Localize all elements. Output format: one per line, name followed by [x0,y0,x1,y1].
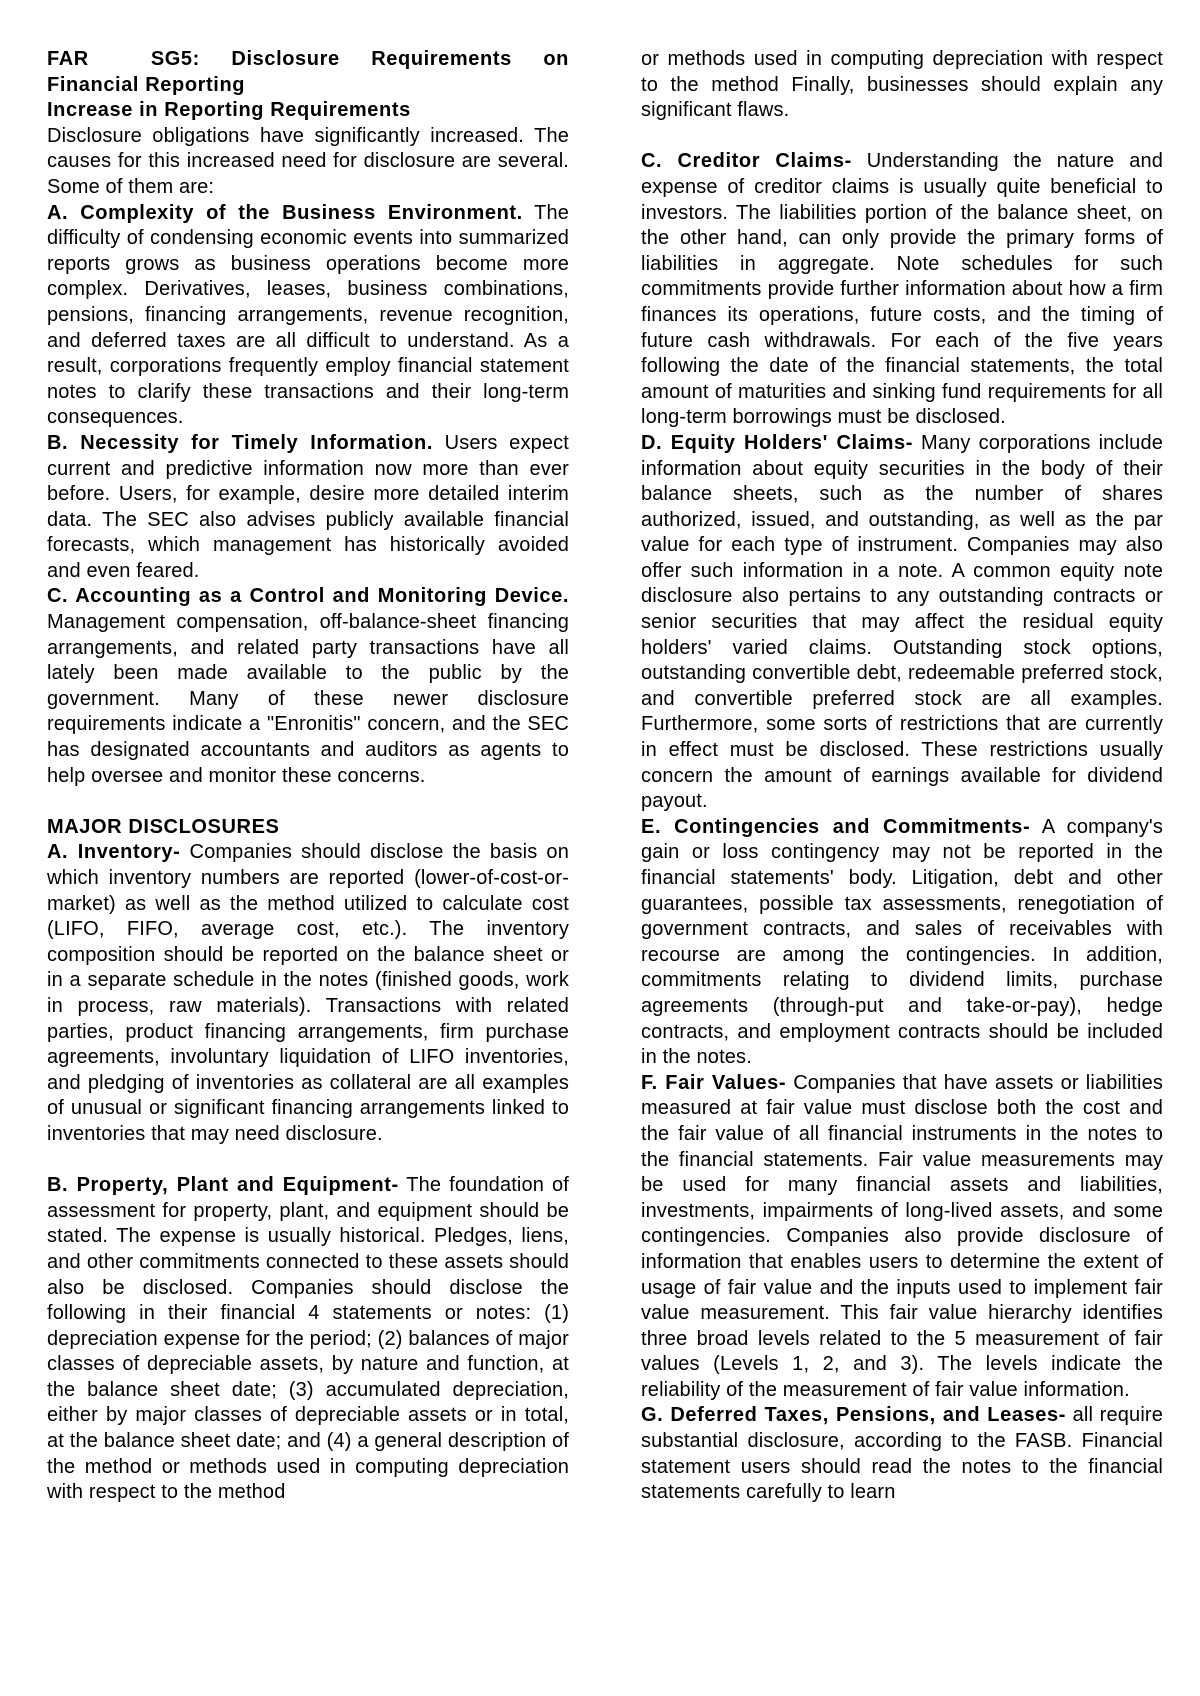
major-g-label: G. Deferred Taxes, Pensions, and Leases- [641,1404,1066,1427]
major-g-text: all require substantial disclosure, according to the FASB. Financial statement users should read the notes to the financial statements carefully to learn [641,1404,1163,1504]
cause-a-text: The difficulty of condensing economic events into summarized reports grows as business operations become more complex. Derivatives, leases, business combinations, pensions, financing arrangements, revenue recognition, and deferred taxes are all difficult to understand. As a result, corporations frequently employ financial statement notes to clarify these transactions and their long-term consequences. [47,201,569,429]
cause-b-label: B. Necessity for Timely Information. [47,431,433,454]
title-code: FAR [47,48,89,70]
spacer [641,124,1163,150]
section-heading-increase: Increase in Reporting Requirements [47,99,411,122]
spacer [47,789,569,815]
cause-c-label: C. Accounting as a Control and Monitoring Device. [47,585,569,608]
major-a-label: A. Inventory- [47,841,181,864]
left-column [47,47,569,1506]
major-f-paragraph [641,1071,1163,1404]
spacer [47,1148,569,1174]
major-e-paragraph [641,815,1163,1071]
major-d-label: D. Equity Holders' Claims- [641,431,913,454]
cause-a-label: A. Complexity of the Business Environment. [47,201,523,224]
major-e-label: E. Contingencies and Commitments- [641,815,1031,838]
cause-b-paragraph [47,431,569,585]
major-b-label: B. Property, Plant and Equipment- [47,1174,399,1197]
major-b-text: The foundation of assessment for property, plant, and equipment should be stated. The expense is usually historical. Pledges, liens, and other commitments connected to these assets should also be disclosed. Companies should disclose the following in their financial 4 statements or notes: (1) depreciation expense for the period; (2) balances of major classes of depreciable assets, by nature and function, at the balance sheet date; (3) accumulated depreciation, either by major classes of depreciable assets or in total, at the balance sheet date; and (4) a general description of the method or methods used in computing depreciation with respect to the method [47,1174,569,1504]
major-g-paragraph [641,1403,1163,1505]
major-c-label: C. Creditor Claims- [641,150,852,173]
major-b-continued: or methods used in computing depreciation with respect to the method Finally, businesses should explain any significant flaws. [641,48,1163,122]
major-c-text: Understanding the nature and expense of creditor claims is usually quite beneficial to investors. The liabilities portion of the balance sheet, on the other hand, can only provide the primary forms of liabilities in aggregate. Note schedules for such commitments provide further information about how a firm finances its operations, future costs, and the timing of future cash withdrawals. For each of the five years following the date of the financial statements, the total amount of maturities and sinking fund requirements for all long-term borrowings must be disclosed. [641,150,1164,429]
title-rest: SG5: Disclosure Requirements on Financial Reporting [47,48,569,96]
major-e-text: A company's gain or loss contingency may not be reported in the financial statements' body. Litigation, debt and other guarantees, possible tax assessments, renegotiation of government contracts, and sales of receivables with recourse are among the contingencies. In addition, commitments relating to dividend limits, purchase agreements (through-put and take-or-pay), hedge contracts, and employment contracts should be included in the notes. [641,815,1163,1069]
major-d-paragraph [641,431,1163,815]
major-f-label: F. Fair Values- [641,1071,787,1094]
document-title [47,47,569,98]
major-c-paragraph [641,149,1163,431]
right-column [641,47,1163,1506]
cause-c-paragraph [47,584,569,789]
section-heading-major: MAJOR DISCLOSURES [47,815,280,838]
major-a-text: Companies should disclose the basis on which inventory numbers are reported (lower-of-cost-or-market) as well as the method utilized to calculate cost (LIFO, FIFO, average cost, etc.). The inventory composition should be reported on the balance sheet or in a separate schedule in the notes (finished goods, work in process, raw materials). Transactions with related parties, product financing arrangements, firm purchase agreements, involuntary liquidation of LIFO inventories, and pledging of inventories as collateral are all examples of unusual or significant financing arrangements linked to inventories that may need disclosure. [47,841,569,1145]
cause-c-text: Management compensation, off-balance-sheet financing arrangements, and related party transactions have all lately been made available to the public by the government. Many of these newer disclosure requirements indicate a "Enronitis" concern, and the SEC has designated accountants and auditors as agents to help oversee and monitor these concerns. [47,611,569,787]
major-f-text: Companies that have assets or liabilities measured at fair value must disclose both the cost and the fair value of all financial instruments in the notes to the financial statements. Fair value measurements may be used for many financial assets and liabilities, investments, impairments of long-lived assets, and some contingencies. Companies also provide disclosure of information that enables users to determine the extent of usage of fair value and the inputs used to implement fair value measurement. This fair value hierarchy identifies three broad levels related to the 5 measurement of fair values (Levels 1, 2, and 3). The levels indicate the reliability of the measurement of fair value information. [641,1071,1164,1401]
cause-a-paragraph [47,201,569,431]
section-intro: Disclosure obligations have significantly increased. The causes for this increased need for disclosure are several. Some of them are: [47,124,569,198]
major-a-paragraph [47,840,569,1147]
cause-b-text: Users expect current and predictive information now more than ever before. Users, for example, desire more detailed interim data. The SEC also advises publicly available financial forecasts, which management has historically avoided and even feared. [47,431,569,582]
major-d-text: Many corporations include information about equity securities in the body of their balance sheets, such as the number of shares authorized, issued, and outstanding, as well as the par value for each type of instrument. Companies may also offer such information in a note. A common equity note disclosure also pertains to any outstanding contracts or senior securities that may affect the residual equity holders' varied claims. Outstanding stock options, outstanding convertible debt, redeemable preferred stock, and convertible preferred stock are all examples. Furthermore, some sorts of restrictions that are currently in effect must be disclosed. These restrictions usually concern the amount of earnings available for dividend payout. [641,431,1163,813]
major-b-paragraph [47,1173,569,1506]
